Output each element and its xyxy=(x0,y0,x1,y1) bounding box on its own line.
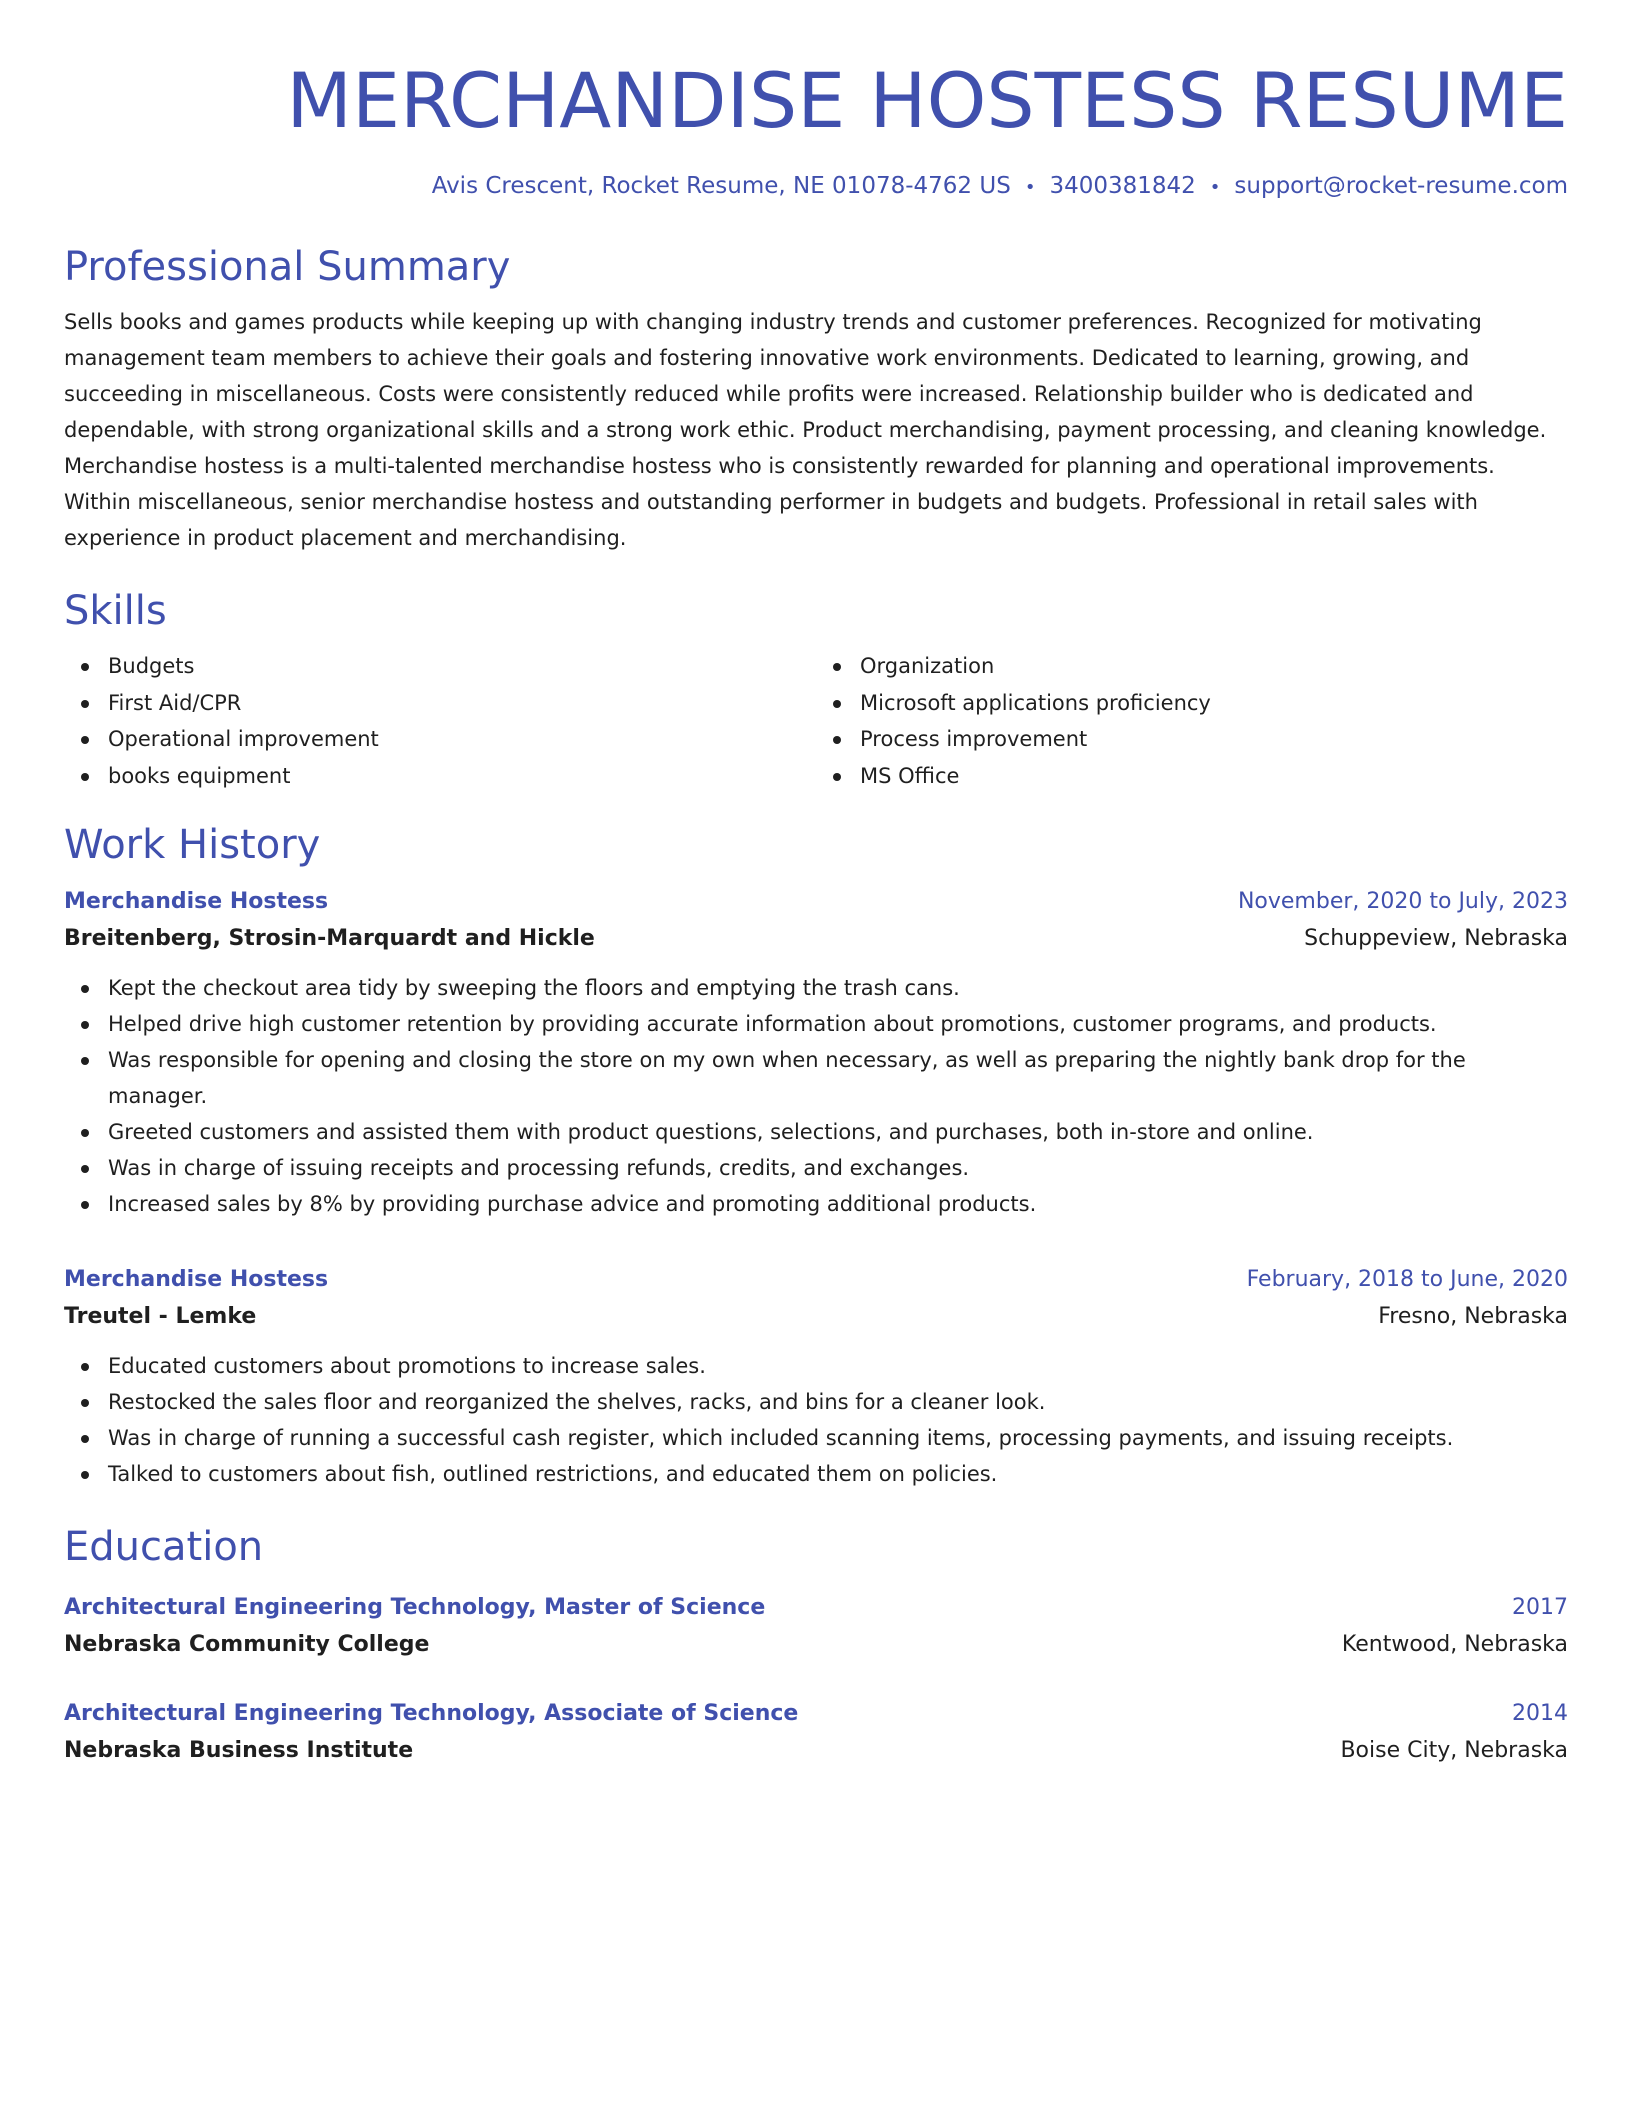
skill-item: Process improvement xyxy=(860,721,1568,758)
duty-item: Was responsible for opening and closing the store on my own when necessary, as well as preparing the nightly bank drop for the manager. xyxy=(108,1042,1568,1114)
job-duties xyxy=(64,1348,1568,1492)
education-school: Nebraska Business Institute xyxy=(64,1738,414,1763)
skill-item: Organization xyxy=(860,648,1568,685)
duty-item: Educated customers about promotions to increase sales. xyxy=(108,1348,1568,1384)
contact-address: Avis Crescent, Rocket Resume, NE 01078-4762 US xyxy=(431,173,1011,199)
job-entry xyxy=(64,884,1568,1222)
skill-item: MS Office xyxy=(860,758,1568,795)
skills-heading: Skills xyxy=(64,588,167,634)
education-year: 2014 xyxy=(1512,1701,1568,1726)
job-dates: November, 2020 to July, 2023 xyxy=(1237,889,1568,914)
skill-item: books equipment xyxy=(108,758,816,795)
skills-column-right xyxy=(816,648,1568,794)
job-dates: February, 2018 to June, 2020 xyxy=(1246,1267,1568,1292)
duty-item: Kept the checkout area tidy by sweeping the floors and emptying the trash cans. xyxy=(108,970,1568,1006)
resume-title: MERCHANDISE HOSTESS RESUME xyxy=(286,56,1568,145)
duty-item: Restocked the sales floor and reorganized the shelves, racks, and bins for a cleaner look. xyxy=(108,1384,1568,1420)
work-history-heading: Work History xyxy=(64,822,321,868)
education-location: Kentwood, Nebraska xyxy=(1341,1632,1568,1657)
skill-item: First Aid/CPR xyxy=(108,685,816,722)
summary-text: Sells books and games products while keeping up with changing industry trends and customer preferences. Recognized for motivating management team members to achieve their goals and fostering innovative work environments. Dedicated to learning, growing, and succeeding in miscellaneous. Costs were consistently reduced while profits were increased. Relationship builder who is dedicated and dependable, with strong organizational skills and a strong work ethic. Product merchandising, payment processing, and cleaning knowledge. Merchandise hostess is a multi-talented merchandise hostess who is consistently rewarded for planning and operational improvements. Within miscellaneous, senior merchandise hostess and outstanding performer in budgets and budgets. Professional in retail sales with experience in product placement and merchandising. xyxy=(64,310,1547,550)
education-school: Nebraska Community College xyxy=(64,1632,430,1657)
duty-item: Increased sales by 8% by providing purchase advice and promoting additional products. xyxy=(108,1186,1568,1222)
education-entry xyxy=(64,1696,1568,1770)
contact-email[interactable]: support@rocket-resume.com xyxy=(1234,173,1568,199)
job-entry xyxy=(64,1262,1568,1492)
skill-item: Budgets xyxy=(108,648,816,685)
contact-line xyxy=(64,170,1568,204)
duty-item: Was in charge of issuing receipts and processing refunds, credits, and exchanges. xyxy=(108,1150,1568,1186)
job-location: Schuppeview, Nebraska xyxy=(1304,926,1568,951)
contact-separator: • xyxy=(1024,177,1036,198)
skill-item: Microsoft applications proficiency xyxy=(860,685,1568,722)
education-year: 2017 xyxy=(1512,1595,1568,1620)
job-title: Merchandise Hostess xyxy=(64,889,329,914)
duty-item: Talked to customers about fish, outlined restrictions, and educated them on policies. xyxy=(108,1456,1568,1492)
skills-list xyxy=(64,648,1568,794)
education-location: Boise City, Nebraska xyxy=(1340,1738,1568,1763)
job-duties xyxy=(64,970,1568,1222)
summary-heading: Professional Summary xyxy=(64,244,511,290)
skill-item: Operational improvement xyxy=(108,721,816,758)
education-entry xyxy=(64,1590,1568,1664)
education-heading: Education xyxy=(64,1524,264,1570)
job-title: Merchandise Hostess xyxy=(64,1267,329,1292)
contact-phone[interactable]: 3400381842 xyxy=(1049,173,1196,199)
education-degree: Architectural Engineering Technology, Associate of Science xyxy=(64,1701,799,1726)
skills-column-left xyxy=(64,648,816,794)
job-company: Breitenberg, Strosin-Marquardt and Hickle xyxy=(64,926,595,951)
contact-separator: • xyxy=(1209,177,1221,198)
duty-item: Was in charge of running a successful cash register, which included scanning items, processing payments, and issuing receipts. xyxy=(108,1420,1568,1456)
duty-item: Helped drive high customer retention by providing accurate information about promotions, customer programs, and products. xyxy=(108,1006,1568,1042)
education-degree: Architectural Engineering Technology, Master of Science xyxy=(64,1595,766,1620)
duty-item: Greeted customers and assisted them with product questions, selections, and purchases, both in-store and online. xyxy=(108,1114,1568,1150)
job-company: Treutel - Lemke xyxy=(64,1304,257,1329)
job-location: Fresno, Nebraska xyxy=(1378,1304,1568,1329)
